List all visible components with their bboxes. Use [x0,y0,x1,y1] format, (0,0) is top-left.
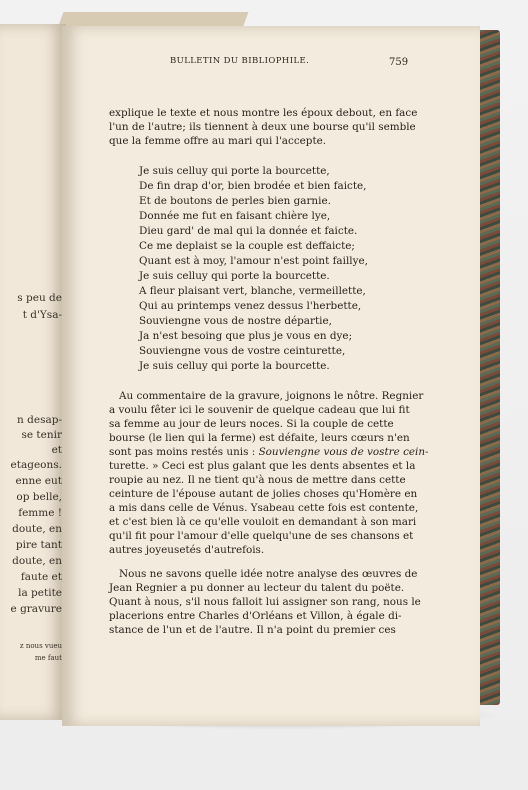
left-fragment: enne eut [15,475,62,487]
poem-line: Je suis celluy qui porte la bourcette, [139,165,330,177]
text-line: et c'est bien là ce qu'elle vouloit en demandant à son mari [109,516,417,528]
text-line-with-quote [109,446,429,459]
text-line: roupie au nez. Il ne tient qu'à nous de mettre dans cette [109,474,406,486]
left-footnote: z nous vueu [19,642,62,650]
text-segment: sont pas moins restés unis : [109,446,259,458]
poem-line: Ce me deplaist se la couple est deffaicte; [139,240,355,252]
text-line: autres joyeusetés d'autrefois. [109,544,265,556]
poem-line: Et de boutons de perles bien garnie. [139,195,331,207]
left-fragment: la petite [18,587,62,599]
poem-line: Qui au printemps venez dessus l'herbette, [139,300,362,312]
text-line: a mis dans celle de Vénus. Ysabeau cette fois est contente, [109,502,419,514]
left-fragment: op belle, [16,491,62,503]
text-line: placerions entre Charles d'Orléans et Villon, à égale di- [109,610,402,622]
poem-line: Dieu gard' de mal qui la donnée et faicte. [139,225,358,237]
page-number: 759 [389,57,409,68]
left-fragment: t d'Ysa- [22,309,62,321]
text-line: qu'il fit pour l'amour d'elle quelqu'une de ses chansons et [109,530,414,542]
left-fragment: s peu de [17,292,62,304]
left-page [0,24,66,720]
left-footnote: me faut [34,654,62,662]
left-fragment: doute, en [12,555,62,567]
poem-line: Souviengne vous de nostre départie, [139,315,332,327]
left-fragment: faute et [20,571,62,583]
running-header: BULLETIN DU BIBLIOPHILE. [170,56,310,66]
text-line: Quant à nous, s'il nous falloit lui assigner son rang, nous le [109,596,421,608]
left-fragment: etageons. [10,459,62,471]
poem-line: Je suis celluy qui porte la bourcette. [139,360,330,372]
poem-line: A fleur plaisant vert, blanche, vermeillette, [139,285,366,297]
poem-line: Quant est à moy, l'amour n'est point faillye, [139,255,368,267]
text-line: que la femme offre au mari qui l'accepte. [109,135,327,147]
poem-line: Je suis celluy qui porte la bourcette. [139,270,330,282]
left-fragment: doute, en [12,523,62,535]
text-line: Au commentaire de la gravure, joignons le nôtre. Regnier [119,390,424,402]
poem-line: Ja n'est besoing que plus je vous en dye; [139,330,353,342]
text-line: ceinture de l'épouse autant de jolies choses qu'Homère en [109,488,418,500]
text-line: sa femme au jour de leurs noces. Si la couple de cette [109,418,394,430]
poem-line: Souviengne vous de vostre ceinturette, [139,345,346,357]
text-line: l'un de l'autre; ils tiennent à deux une bourse qu'il semble [109,121,416,133]
left-fragment: e gravure [10,603,62,615]
left-fragment: femme ! [18,507,62,519]
left-fragment: n desap- [17,414,62,426]
text-line: bourse (le lien qui la ferme) est défaite, leurs cœurs n'en [109,432,410,444]
left-fragment: se tenir [21,429,62,441]
text-line: Jean Regnier a pu donner au lecteur du talent du poëte. [109,582,405,594]
text-line: Nous ne savons quelle idée notre analyse des œuvres de [119,568,418,580]
text-line: turette. » Ceci est plus galant que les dents absentes et la [109,460,416,472]
left-fragment: pire tant [15,539,62,551]
text-line: stance de l'un et de l'autre. Il n'a point du premier ces [109,624,396,636]
text-line: explique le texte et nous montre les époux debout, en face [109,107,418,119]
text-line: a voulu fêter ici le souvenir de quelque cadeau que lui fit [109,404,410,416]
italic-quote: Souviengne vous de vostre cein- [258,446,429,458]
poem-line: Donnée me fut en faisant chière lye, [139,210,331,222]
book-cover-edge [478,30,500,705]
poem-line: De fin drap d'or, bien brodée et bien faicte, [139,180,367,192]
left-fragment: et [51,444,62,456]
